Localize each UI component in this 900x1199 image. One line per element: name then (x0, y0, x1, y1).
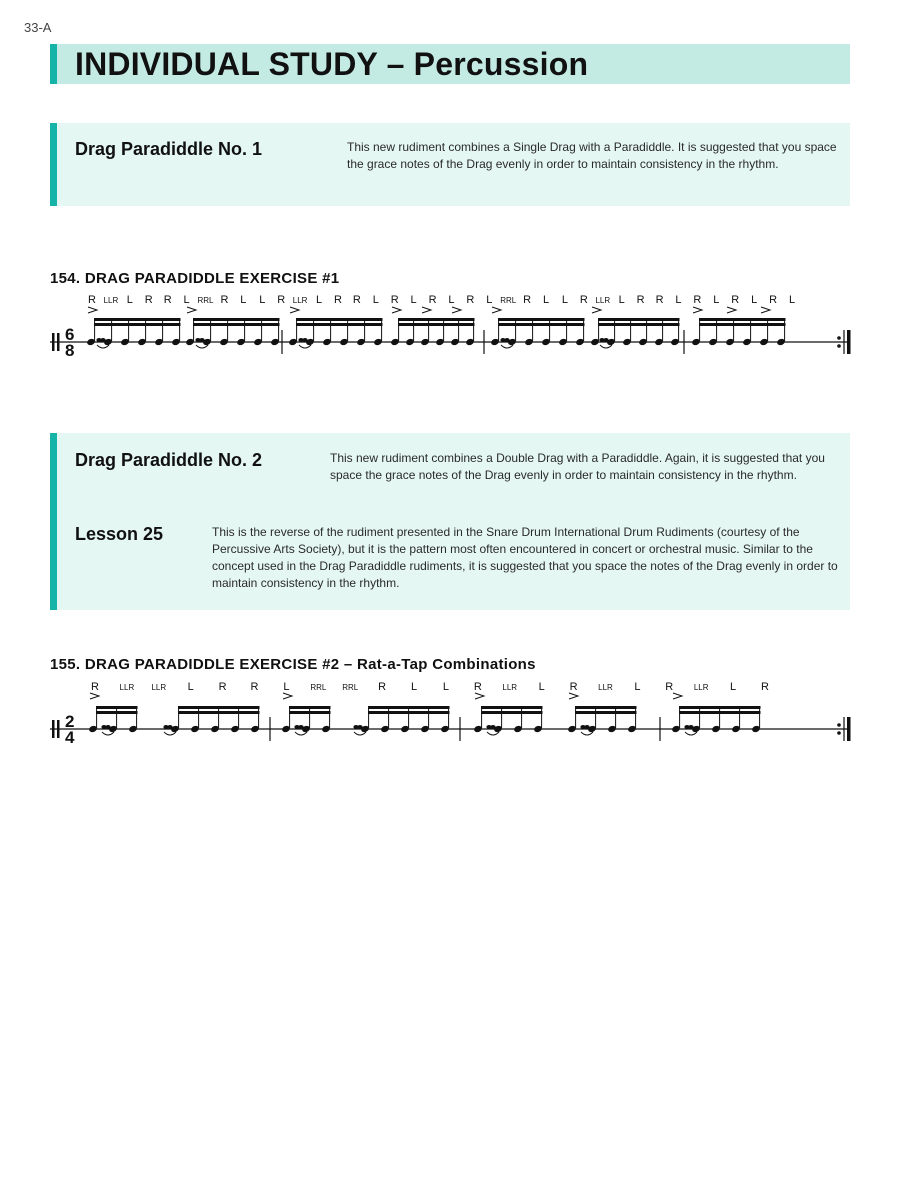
sticking-label: L (259, 294, 266, 306)
beam (398, 323, 475, 326)
accent-mark (187, 307, 196, 313)
sticking-label: R (144, 294, 153, 306)
sticking-label: L (442, 681, 450, 693)
sticking-label: L (634, 681, 641, 693)
slur (97, 345, 109, 348)
beam (679, 711, 761, 714)
beam (598, 318, 680, 321)
sticking-label: R (250, 681, 259, 693)
slur (299, 345, 311, 348)
sticking-label: LLR (502, 683, 518, 692)
lesson-description: This is the reverse of the rudiment presented in the Snare Drum International Drum Rudiments (courtesy of the Percussive Arts Society), but it is the pattern most often encountered in concert or orchestral music. Similar to the concept used in the Drag Paradiddle rudiments, it is suggested that you space the notes of the Drag evenly in order to maintain consistency in the rhythm. (212, 525, 838, 590)
sticking-label: L (788, 294, 796, 306)
beam (398, 318, 475, 321)
sticking-label: LLR (693, 683, 709, 692)
accent-mark (422, 307, 431, 313)
percussion-clef (52, 333, 55, 351)
beam (193, 318, 280, 321)
slur (164, 732, 176, 735)
percussion-clef (57, 720, 60, 738)
accent-mark (283, 693, 292, 699)
grace-note (357, 725, 362, 729)
beam (699, 323, 786, 326)
beam (289, 706, 331, 709)
grace-note (302, 338, 307, 342)
percussion-clef (52, 720, 55, 738)
beam (598, 323, 680, 326)
accent-mark (693, 307, 702, 313)
grace-note (504, 338, 509, 342)
sticking-label: R (428, 294, 437, 306)
accent-mark (90, 693, 99, 699)
grace-note (167, 725, 172, 729)
grace-note (298, 725, 303, 729)
page-title: INDIVIDUAL STUDY – Percussion (75, 46, 589, 82)
beam (296, 323, 383, 326)
final-barline (847, 330, 851, 354)
sticking-label: R (731, 294, 740, 306)
beam (289, 711, 331, 714)
sticking-label: R (636, 294, 645, 306)
page-number: 33-A (24, 20, 52, 35)
accent-mark (452, 307, 461, 313)
sticking-label: R (473, 681, 482, 693)
sticking-label: R (769, 294, 778, 306)
beam (575, 711, 637, 714)
final-barline (847, 717, 851, 741)
sticking-label: R (277, 294, 286, 306)
exercise-155-title: 155. DRAG PARADIDDLE EXERCISE #2 – Rat-a-Tap Combinations (50, 656, 536, 673)
sticking-label: LLR (598, 683, 613, 692)
beam (498, 318, 585, 321)
beam (699, 318, 786, 321)
rudiment-info-box-1 (50, 123, 850, 206)
grace-note (199, 338, 204, 342)
sticking-label: R (333, 294, 342, 306)
slur (600, 345, 612, 348)
sticking-label: R (665, 681, 674, 693)
sticking-label: R (655, 294, 664, 306)
grace-note (584, 725, 589, 729)
sticking-label: RRL (342, 683, 359, 692)
slur (354, 732, 366, 735)
rudiment-description-1: This new rudiment combines a Single Drag with a Paradiddle. It is suggested that you space the grace notes of the Drag evenly in order to maintain consistency in the rhythm. (347, 140, 837, 171)
sticking-label: L (751, 294, 758, 306)
accent-mark (290, 307, 299, 313)
beam (368, 711, 450, 714)
rudiment-description-2: This new rudiment combines a Double Drag with a Paradiddle. Again, it is suggested that you space the grace notes of the Drag evenly in order to maintain consistency in the rhythm. (330, 451, 825, 482)
beam (193, 323, 280, 326)
sticking-label: L (675, 294, 682, 306)
accent-mark (761, 307, 770, 313)
grace-note (490, 725, 495, 729)
slur (501, 345, 513, 348)
sticking-label: L (183, 294, 190, 306)
rudiment-heading-1: Drag Paradiddle No. 1 (75, 139, 263, 159)
sticking-label: L (542, 294, 550, 306)
sticking-label: R (761, 681, 769, 693)
beam (481, 706, 543, 709)
sticking-label: L (561, 294, 569, 306)
sticking-label: RRL (500, 296, 517, 305)
accent-mark (673, 693, 682, 699)
accent-mark (492, 307, 501, 313)
time-signature-bottom: 4 (65, 728, 75, 747)
sticking-label: L (713, 294, 720, 306)
slur (487, 732, 499, 735)
beam (498, 323, 585, 326)
sticking-label: R (88, 294, 96, 306)
accent-mark (592, 307, 601, 313)
beam (368, 706, 450, 709)
sticking-label: LLR (292, 296, 308, 305)
beam (575, 706, 637, 709)
percussion-clef (57, 333, 60, 351)
beam (96, 706, 138, 709)
rudiment-heading-2: Drag Paradiddle No. 2 (75, 450, 263, 470)
page-title-bar (50, 44, 850, 84)
slur (102, 732, 114, 735)
beam (178, 711, 260, 714)
sticking-label: R (378, 681, 387, 693)
sticking-label: L (372, 294, 379, 306)
grace-note (105, 725, 110, 729)
exercise-154-staff (0, 290, 900, 380)
sticking-label: L (410, 681, 418, 693)
sticking-label: L (187, 681, 194, 693)
repeat-dot (837, 344, 841, 348)
sticking-label: LLR (119, 683, 135, 692)
sticking-label: L (315, 294, 323, 306)
sticking-label: LLR (595, 296, 611, 305)
sticking-label: L (448, 294, 455, 306)
accent-mark (88, 307, 97, 313)
sticking-label: R (390, 294, 399, 306)
beam (178, 706, 260, 709)
sticking-label: RRL (310, 683, 327, 692)
sticking-label: L (730, 681, 737, 693)
accent-mark (392, 307, 401, 313)
sticking-label: R (163, 294, 172, 306)
sticking-label: R (523, 294, 532, 306)
time-signature-top: 2 (65, 712, 75, 731)
sticking-label: R (466, 294, 475, 306)
accent-mark (569, 693, 578, 699)
sticking-label: L (538, 681, 545, 693)
sticking-label: RRL (197, 296, 214, 305)
sticking-label: R (569, 681, 578, 693)
sticking-label: L (618, 294, 625, 306)
grace-note (688, 725, 693, 729)
beam (296, 318, 383, 321)
sticking-label: R (352, 294, 361, 306)
slur (685, 732, 697, 735)
repeat-dot (837, 336, 841, 340)
slur (295, 732, 307, 735)
slur (196, 345, 208, 348)
lesson-heading: Lesson 25 (75, 524, 164, 544)
accent-mark (727, 307, 736, 313)
beam (679, 706, 761, 709)
beam (94, 323, 181, 326)
sticking-label: L (410, 294, 417, 306)
beam (96, 711, 138, 714)
sticking-label: L (283, 681, 290, 693)
accent-mark (475, 693, 484, 699)
time-signature-top: 6 (65, 325, 75, 344)
sticking-label: R (579, 294, 588, 306)
exercise-155-staff (0, 676, 900, 766)
slur (581, 732, 593, 735)
repeat-dot (837, 731, 841, 735)
sticking-label: LLR (103, 296, 119, 305)
sticking-label: R (218, 681, 227, 693)
sticking-label: L (126, 294, 133, 306)
beam (94, 318, 181, 321)
sticking-label: LLR (151, 683, 167, 692)
sticking-label: R (693, 294, 702, 306)
sticking-label: L (240, 294, 247, 306)
sticking-label: R (220, 294, 229, 306)
sticking-label: R (91, 681, 99, 693)
beam (481, 711, 543, 714)
repeat-dot (837, 723, 841, 727)
grace-note (100, 338, 105, 342)
rudiment-info-box-2 (50, 433, 850, 610)
grace-note (603, 338, 608, 342)
exercise-154-title: 154. DRAG PARADIDDLE EXERCISE #1 (50, 270, 340, 287)
sticking-label: L (486, 294, 493, 306)
time-signature-bottom: 8 (65, 341, 75, 360)
